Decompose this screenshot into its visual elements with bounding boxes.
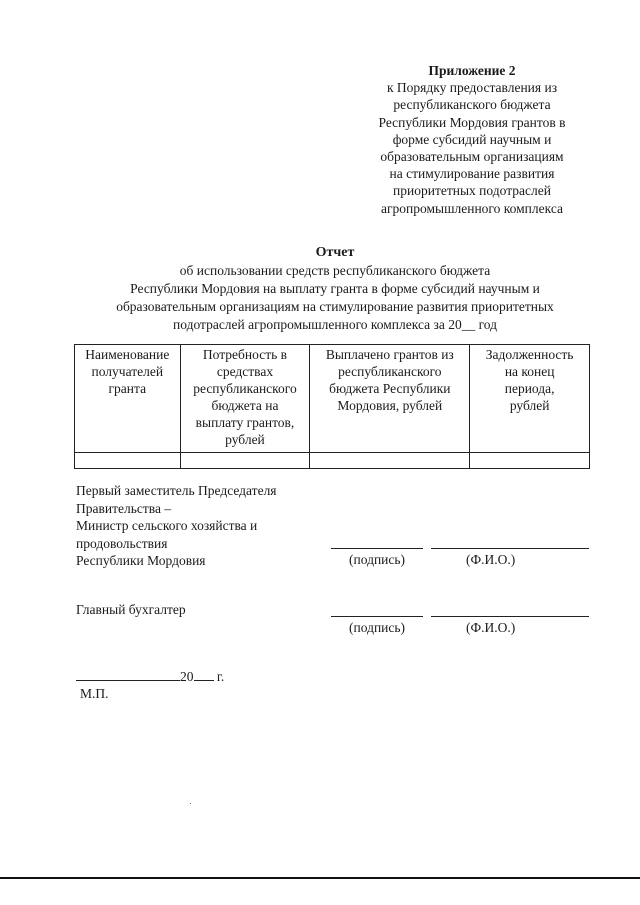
chief-accountant-label: Главный бухгалтер <box>76 602 186 617</box>
header-line: средствах <box>216 364 274 379</box>
signatory-line: Первый заместитель Председателя <box>76 483 277 498</box>
header-line: бюджета Республики <box>329 381 451 396</box>
appendix-line: республиканского бюджета <box>393 97 551 113</box>
signatory-line: Министр сельского хозяйства и <box>76 518 258 533</box>
header-line: Потребность в <box>202 347 288 362</box>
table-cell[interactable] <box>75 453 181 469</box>
name-line-1[interactable] <box>431 548 589 549</box>
appendix-line: агропромышленного комплекса <box>381 200 563 216</box>
year-blank[interactable] <box>194 668 214 681</box>
grant-report-table <box>74 344 590 469</box>
date-year-prefix: 20 <box>180 669 194 684</box>
table-cell[interactable] <box>310 453 470 469</box>
report-line: образовательным организациям на стимулирование развития приоритетных <box>116 299 554 314</box>
name-caption-2: (Ф.И.О.) <box>466 620 516 635</box>
header-line: Задолженность <box>485 347 574 362</box>
first-deputy-title <box>76 482 277 570</box>
header-budget-need <box>180 345 310 453</box>
report-line: об использовании средств республиканского бюджета <box>179 263 491 278</box>
header-line: периода, <box>504 381 555 396</box>
header-line: Мордовия, рублей <box>337 398 443 413</box>
header-line: Выплачено грантов из <box>325 347 454 362</box>
header-grants-paid <box>310 345 470 453</box>
table-cell[interactable] <box>180 453 310 469</box>
header-line: республиканского <box>193 381 297 396</box>
table-row <box>75 453 590 469</box>
appendix-line: к Порядку предоставления из <box>386 80 558 96</box>
appendix-title: Приложение 2 <box>428 63 516 78</box>
report-line: подотраслей агропромышленного комплекса за 20__ год <box>172 317 498 332</box>
signatory-line: Правительства – <box>76 500 172 516</box>
report-line: Республики Мордовия на выплату гранта в форме субсидий научным и <box>130 281 540 296</box>
header-debt <box>470 345 590 453</box>
signatory-line: продовольствия <box>76 535 168 551</box>
appendix-line: приоритетных подотраслей <box>393 183 551 199</box>
appendix-line: образовательным организациям <box>380 149 564 165</box>
header-recipient-name <box>75 345 181 453</box>
header-line: рублей <box>509 398 550 413</box>
report-title-block <box>60 244 610 334</box>
date-line <box>76 668 224 685</box>
header-line: выплату грантов, <box>195 415 295 430</box>
appendix-block <box>352 62 592 217</box>
report-heading: Отчет <box>315 245 355 260</box>
table-header-row <box>75 345 590 453</box>
signatory-line: Республики Мордовия <box>76 553 206 568</box>
signature-line-2[interactable] <box>331 616 423 617</box>
stamp-place-label: М.П. <box>80 686 109 701</box>
name-caption-1: (Ф.И.О.) <box>466 552 516 567</box>
page-bottom-rule <box>0 877 640 879</box>
date-year-suffix: г. <box>216 669 225 684</box>
header-line: на конец <box>504 364 555 379</box>
signature-line-1[interactable] <box>331 548 423 549</box>
header-line: Наименование <box>85 347 170 362</box>
header-line: получателей <box>91 364 164 379</box>
appendix-line: форме субсидий научным и <box>392 131 552 147</box>
scan-speck <box>190 803 191 804</box>
table-cell[interactable] <box>470 453 590 469</box>
signature-caption-2: (подпись) <box>349 620 406 635</box>
signature-caption-1: (подпись) <box>349 552 406 567</box>
name-line-2[interactable] <box>431 616 589 617</box>
appendix-line: Республики Мордовия грантов в <box>378 114 566 130</box>
header-line: бюджета на <box>211 398 279 413</box>
header-line: республиканского <box>338 364 442 379</box>
header-line: рублей <box>225 432 265 447</box>
header-line: гранта <box>108 381 147 396</box>
date-blank[interactable] <box>76 668 180 681</box>
appendix-line: на стимулирование развития <box>389 166 555 182</box>
